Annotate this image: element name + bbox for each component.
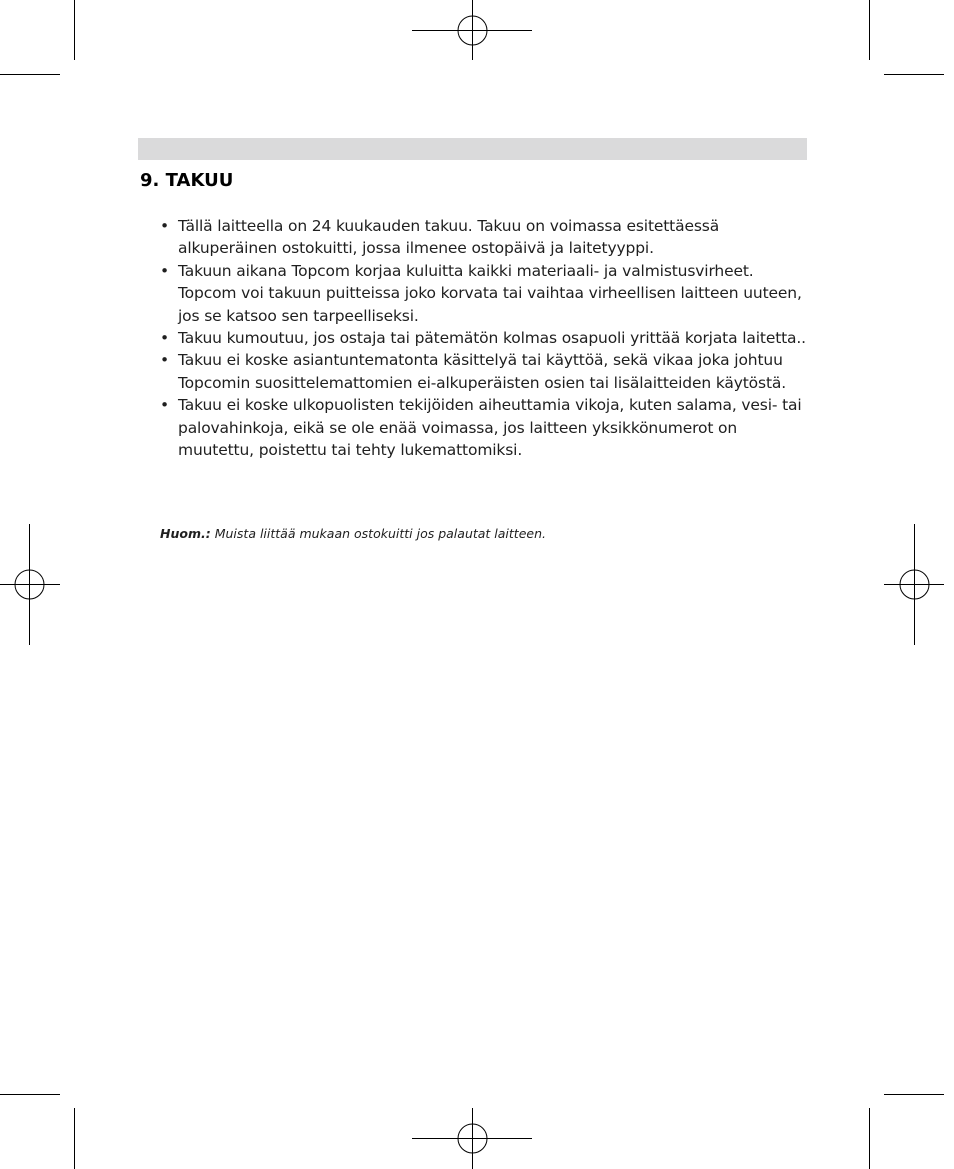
- bullet-icon: •: [160, 329, 169, 348]
- warranty-item: [160, 260, 810, 327]
- warranty-item-text: Tällä laitteella on 24 kuukauden takuu. Takuu on voimassa esitettäessä alkuperäinen ostokuitti, jossa ilmenee ostopäivä ja laitetyyppi.: [178, 217, 720, 258]
- note: [160, 525, 546, 543]
- note-label: Huom.:: [160, 525, 211, 541]
- warranty-item-text: Takuu ei koske ulkopuolisten tekijöiden aiheuttamia vikoja, kuten salama, vesi- tai palovahinkoja, eikä se ole enää voimassa, jos laitteen yksikkönumerot on muutettu, poistettu tai tehty lukemattomiksi.: [178, 396, 802, 460]
- warranty-item: [160, 394, 810, 461]
- registration-mark-left: [0, 524, 60, 645]
- section-title: 9. TAKUU: [140, 170, 234, 191]
- section-header-band: [138, 138, 807, 160]
- bullet-icon: •: [160, 261, 169, 280]
- warranty-item-text: Takuu ei koske asiantuntematonta käsittelyä tai käyttöä, sekä vikaa joka johtuu Topcomin suosittelemattomien ei-alkuperäisten osien tai lisälaitteiden käytöstä.: [178, 351, 786, 392]
- warranty-item: [160, 215, 810, 260]
- warranty-item: [160, 349, 810, 394]
- warranty-item-text: Takuu kumoutuu, jos ostaja tai pätemätön kolmas osapuoli yrittää korjata laitetta..: [178, 329, 806, 348]
- bullet-icon: •: [160, 217, 169, 235]
- note-text: Muista liittää mukaan ostokuitti jos palautat laitteen.: [214, 525, 546, 541]
- warranty-list: [160, 215, 810, 461]
- warranty-item-text: Takuun aikana Topcom korjaa kuluitta kaikki materiaali- ja valmistusvirheet. Topcom voi takuun puitteissa joko korvata tai vaihtaa virheellisen laitteen uuteen, jos se katsoo sen tarpeelliseksi.: [178, 261, 802, 325]
- registration-mark-bottom: [412, 1108, 532, 1169]
- registration-mark-top: [412, 0, 532, 60]
- warranty-item: [160, 327, 810, 349]
- bullet-icon: •: [160, 396, 169, 415]
- bullet-icon: •: [160, 351, 169, 370]
- registration-mark-right: [884, 524, 944, 645]
